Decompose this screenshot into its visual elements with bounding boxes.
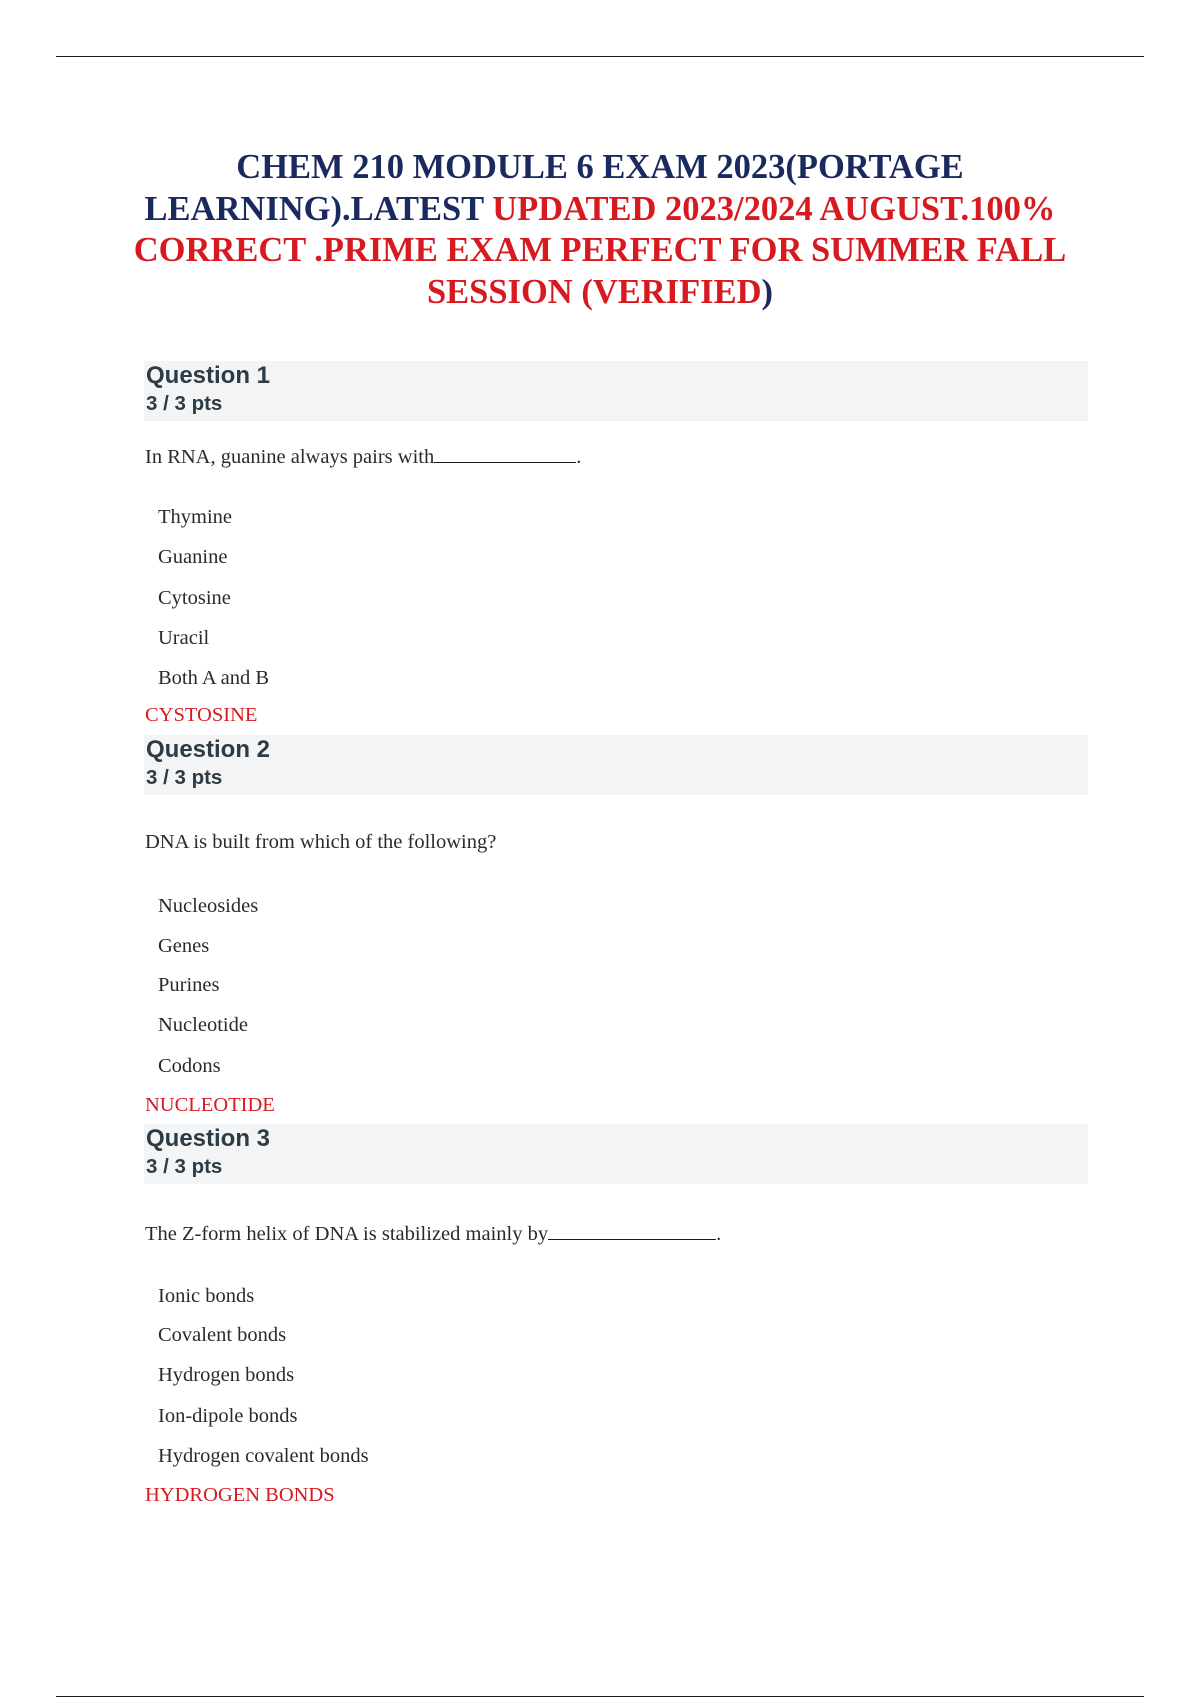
question-1-title: Question 1 xyxy=(146,362,271,389)
question-3-option-e[interactable]: Hydrogen covalent bonds xyxy=(158,1445,369,1467)
question-3-prompt-end: . xyxy=(716,1223,722,1245)
question-3-option-b[interactable]: Covalent bonds xyxy=(158,1324,287,1346)
question-2-answer: NUCLEOTIDE xyxy=(145,1094,275,1116)
question-3-option-d[interactable]: Ion-dipole bonds xyxy=(158,1405,298,1427)
question-2-option-c[interactable]: Purines xyxy=(158,974,220,996)
question-1-prompt xyxy=(145,442,581,470)
question-1-blank xyxy=(434,442,576,463)
question-1-prompt-text: In RNA, guanine always pairs with xyxy=(145,446,435,468)
question-3-title: Question 3 xyxy=(146,1125,271,1152)
question-1-option-d[interactable]: Uracil xyxy=(158,627,210,649)
question-1-option-a[interactable]: Thymine xyxy=(158,506,233,528)
question-3-header xyxy=(144,1124,1088,1184)
question-3-points: 3 / 3 pts xyxy=(146,1155,223,1178)
question-2-points: 3 / 3 pts xyxy=(146,766,223,789)
question-3-prompt-text: The Z-form helix of DNA is stabilized mainly by xyxy=(145,1223,549,1245)
question-2-prompt: DNA is built from which of the following? xyxy=(145,831,497,853)
question-1-option-b[interactable]: Guanine xyxy=(158,546,228,568)
title-closing-paren: ) xyxy=(761,272,774,311)
question-2-header xyxy=(144,735,1088,795)
question-2-option-d[interactable]: Nucleotide xyxy=(158,1014,248,1036)
question-3-blank xyxy=(548,1219,716,1240)
question-2-option-e[interactable]: Codons xyxy=(158,1055,221,1077)
question-1-points: 3 / 3 pts xyxy=(146,392,223,415)
question-1-answer: CYSTOSINE xyxy=(145,704,258,726)
question-3-answer: HYDROGEN BONDS xyxy=(145,1484,335,1506)
question-2-title: Question 2 xyxy=(146,736,271,763)
bottom-rule xyxy=(56,1696,1144,1697)
top-rule xyxy=(56,56,1144,57)
question-2-option-b[interactable]: Genes xyxy=(158,935,210,957)
question-1-option-c[interactable]: Cytosine xyxy=(158,587,231,609)
question-1-prompt-end: . xyxy=(576,446,582,468)
document-title xyxy=(100,147,1100,313)
question-1-header xyxy=(144,361,1088,421)
question-3-option-c[interactable]: Hydrogen bonds xyxy=(158,1364,295,1386)
question-3-prompt xyxy=(145,1219,721,1247)
title-part-red: UPDATED 2023/2024 AUGUST.100% CORRECT .PRIME EXAM PERFECT FOR SUMMER FALL SESSION (VERIFIED xyxy=(133,189,1067,311)
question-2-option-a[interactable]: Nucleosides xyxy=(158,895,259,917)
title-part-navy: CHEM 210 MODULE 6 EXAM 2023(PORTAGE LEARNING).LATEST xyxy=(144,148,964,228)
question-3-option-a[interactable]: Ionic bonds xyxy=(158,1285,255,1307)
question-1-option-e[interactable]: Both A and B xyxy=(158,667,270,689)
